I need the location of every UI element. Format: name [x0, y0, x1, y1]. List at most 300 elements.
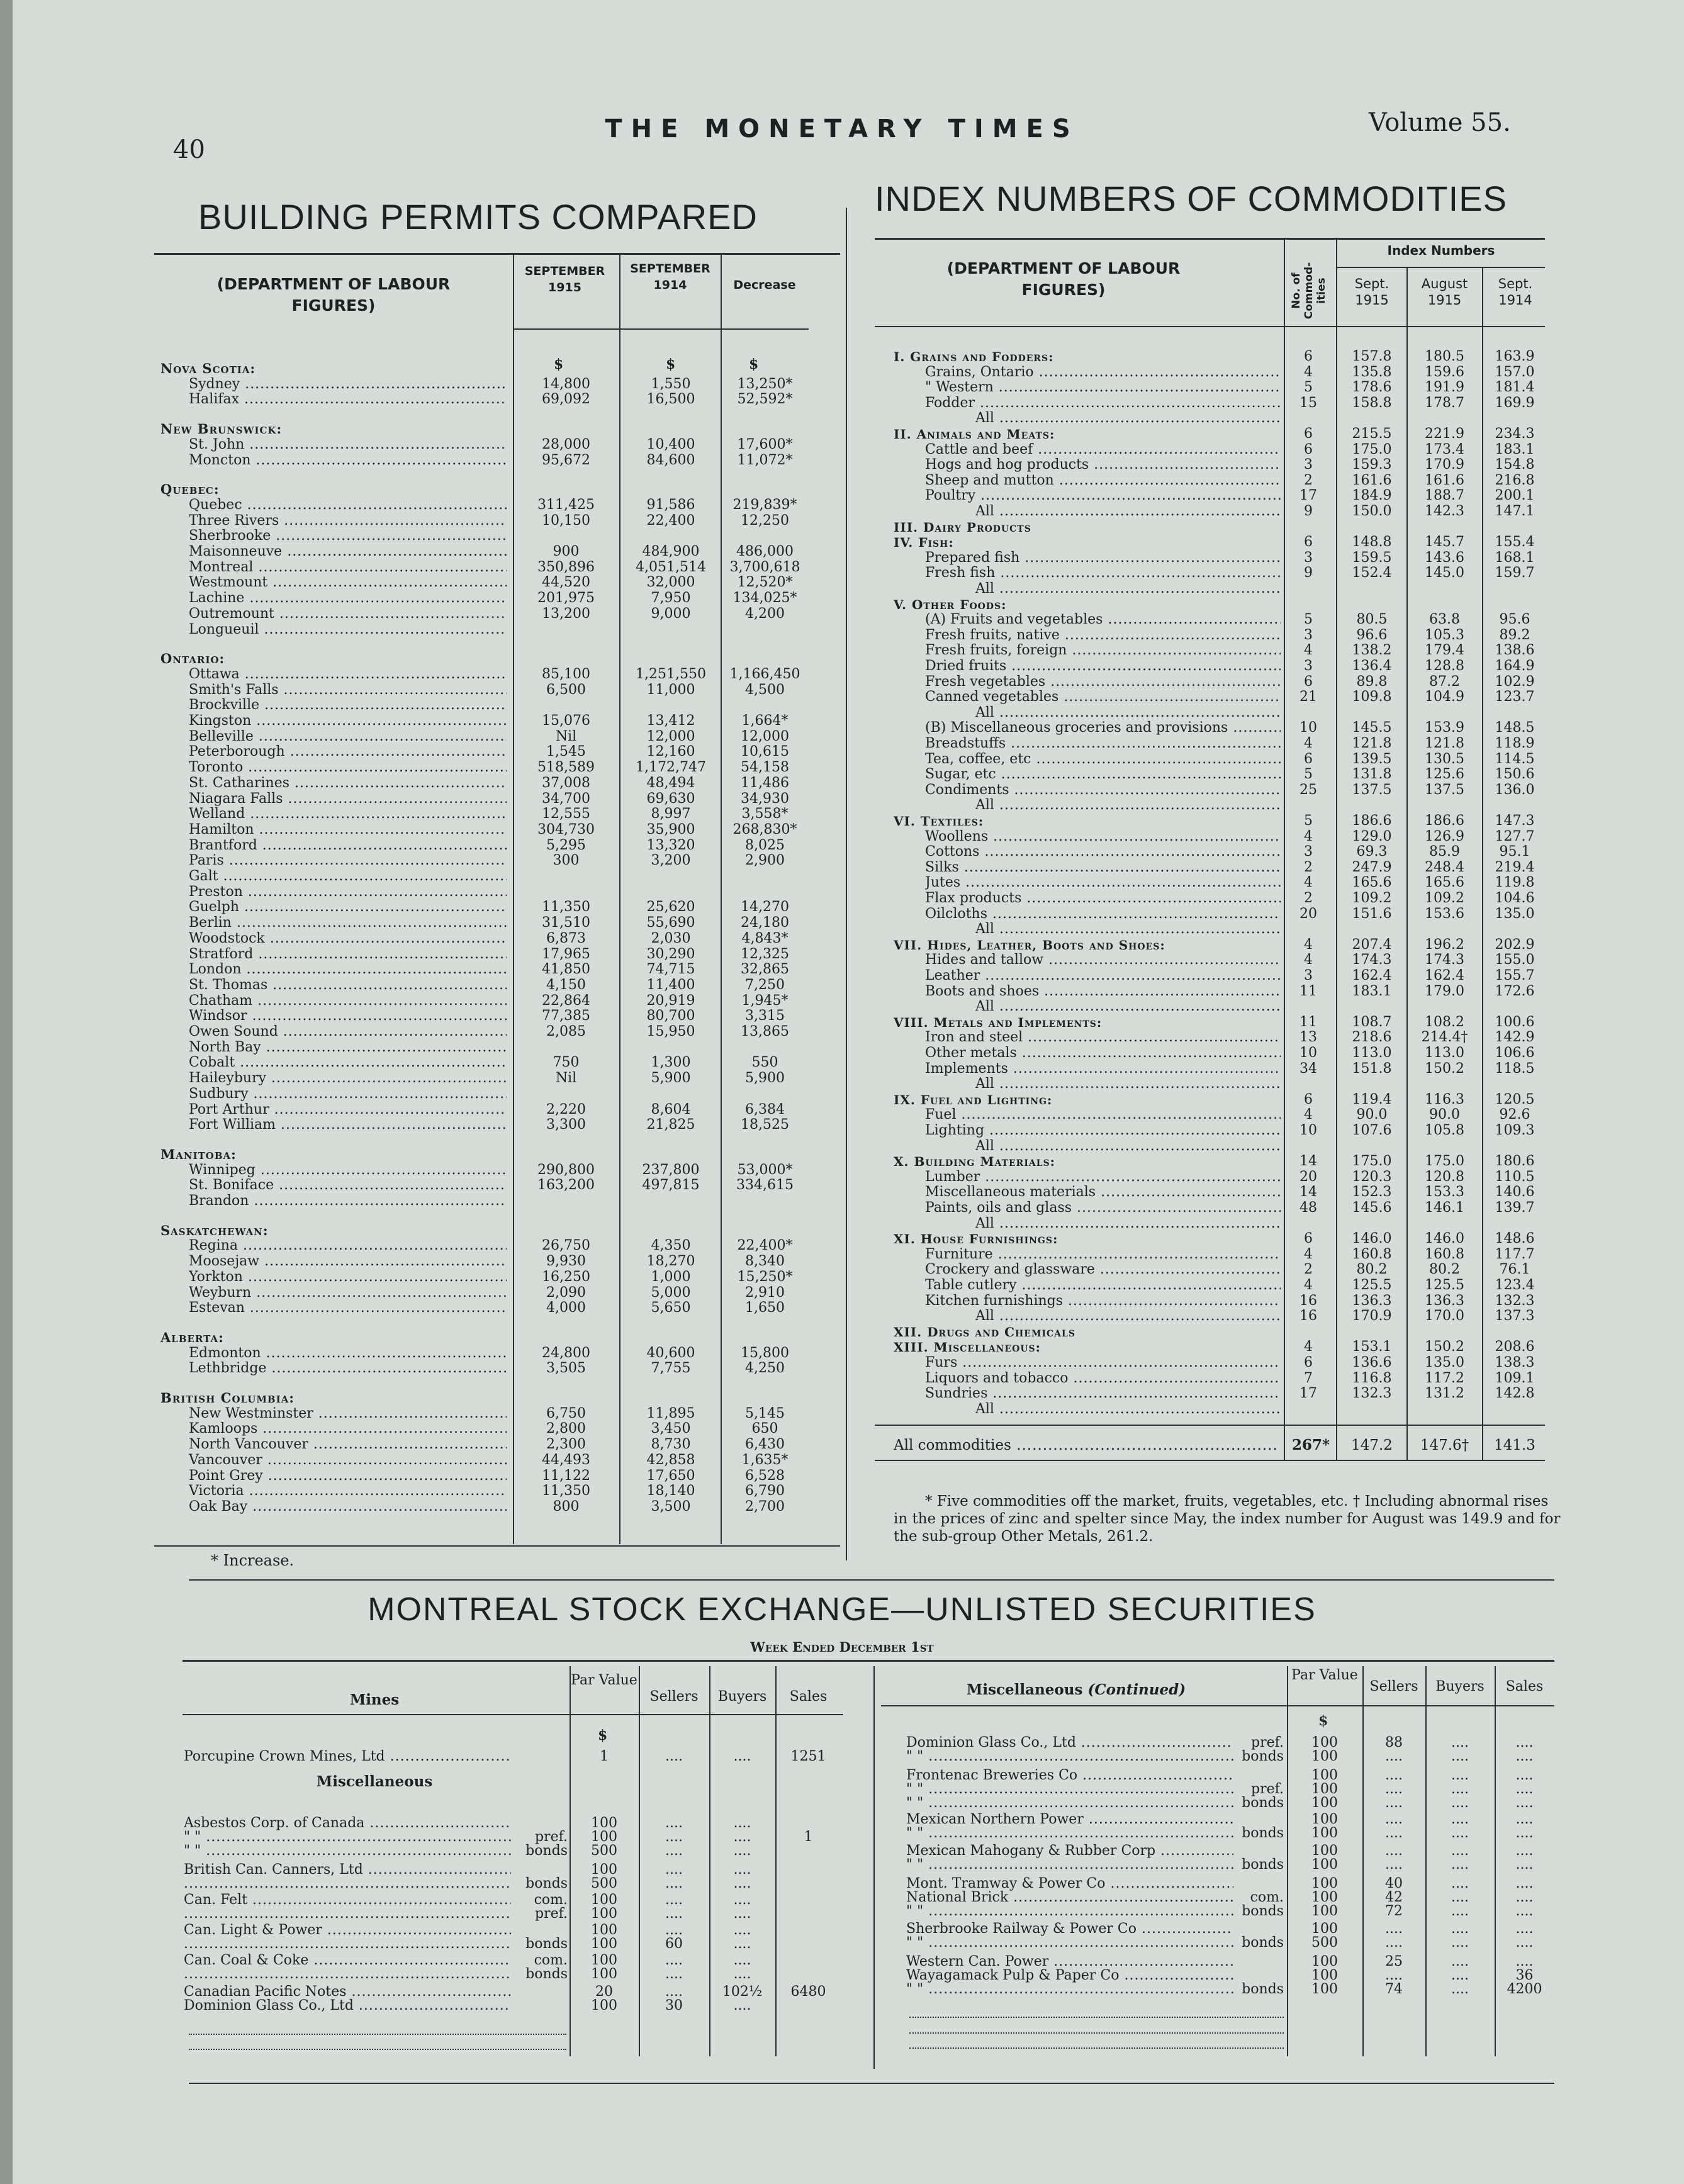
- security-name: [184, 1876, 511, 1891]
- index-sept-1914: 118.5: [1495, 1060, 1535, 1077]
- page-number: 40: [173, 135, 205, 164]
- security-name: Mexican Mahogany & Rubber Corp .....: [906, 1844, 1233, 1859]
- city-row: [160, 560, 809, 575]
- index-sept-1915: 157.8: [1352, 349, 1392, 364]
- city-name: Estevan .....: [189, 1301, 507, 1316]
- value-decrease: 3,315: [745, 1008, 785, 1024]
- security-row: [906, 1826, 1558, 1841]
- value-sept-1915: 34,700: [542, 790, 590, 807]
- index-august-1915: 90.0: [1429, 1107, 1460, 1123]
- commodity-count: 10: [1299, 1123, 1317, 1138]
- city-row: [160, 1270, 809, 1285]
- commodity-row: [894, 1046, 1548, 1061]
- city-row: [160, 853, 809, 868]
- par-value: 100: [591, 1906, 617, 1922]
- city-name: Niagara Falls .....: [189, 792, 507, 807]
- sales-value: ....: [1515, 1812, 1534, 1827]
- index-sept-1914: 148.5: [1495, 720, 1535, 736]
- value-decrease: 17,600*: [737, 436, 793, 452]
- value-sept-1914: 69,630: [646, 790, 695, 807]
- commodity-row: [894, 566, 1548, 581]
- commodity-count: 5: [1304, 813, 1313, 829]
- commodity-count: 2: [1304, 472, 1313, 488]
- commodity-group-row: [894, 938, 1548, 953]
- city-row: [160, 885, 809, 900]
- value-sept-1915: 12,555: [542, 806, 590, 822]
- col-no-commodities-label: No. of Commod-ities: [1290, 262, 1328, 320]
- index-august-1915: 221.9: [1425, 426, 1464, 442]
- commodity-count: 4: [1304, 936, 1313, 953]
- city-row: [160, 607, 809, 622]
- value-sept-1914: 1,000: [651, 1268, 691, 1285]
- index-sept-1915: 146.0: [1352, 1231, 1392, 1247]
- security-type: bonds: [1242, 1825, 1284, 1841]
- city-name: Moncton .....: [189, 453, 507, 468]
- col-september-1915: SEPTEMBER 1915: [524, 264, 605, 294]
- par-value: 500: [591, 1876, 617, 1891]
- city-name: Sudbury .....: [189, 1087, 507, 1102]
- city-name: Toronto .....: [189, 760, 507, 775]
- commodity-group-name: XII. Drugs and Chemicals: [894, 1324, 1075, 1340]
- commodity-group-row: [894, 1154, 1548, 1169]
- index-sept-1915: 161.6: [1352, 472, 1392, 488]
- all-commodities-august-1915: 147.6†: [1420, 1437, 1469, 1453]
- province-header: [160, 1391, 809, 1406]
- index-sept-1914: 159.7: [1495, 565, 1535, 581]
- security-name: " " .....: [906, 1935, 1233, 1951]
- value-sept-1915: 17,965: [542, 946, 590, 962]
- value-sept-1915: 350,896: [537, 559, 595, 575]
- commodity-name: All .....: [975, 1402, 1281, 1417]
- commodity-row: [894, 999, 1548, 1014]
- value-sept-1914: 484,900: [642, 544, 700, 559]
- value-sept-1915: 11,122: [542, 1467, 590, 1484]
- city-name: Winnipeg .....: [189, 1163, 507, 1178]
- value-sept-1914: 11,895: [646, 1405, 695, 1421]
- commodity-name: Condiments .....: [925, 783, 1281, 798]
- index-sept-1915: 120.3: [1352, 1168, 1392, 1185]
- value-sept-1914: 25,620: [646, 899, 695, 916]
- sellers-value: ....: [1385, 1857, 1403, 1873]
- sellers-value: ....: [1385, 1935, 1403, 1951]
- city-name: Windsor .....: [189, 1009, 507, 1024]
- index-sept-1915: 165.6: [1352, 875, 1392, 891]
- value-decrease: 8,340: [745, 1253, 785, 1270]
- buyers-value: 102½: [722, 1984, 763, 2000]
- value-sept-1915: 304,730: [537, 821, 595, 837]
- buyers-value: ....: [1451, 1749, 1469, 1764]
- value-sept-1914: 17,650: [646, 1467, 695, 1484]
- security-type: com.: [534, 1892, 568, 1908]
- value-decrease: 1,166,450: [729, 666, 800, 682]
- commodity-count: 2: [1304, 859, 1313, 875]
- city-row: [160, 822, 809, 837]
- security-name: Mont. Tramway & Power Co .....: [906, 1876, 1233, 1891]
- city-row: [160, 1194, 809, 1209]
- security-type: bonds: [1242, 1857, 1284, 1873]
- right-header-bottom-rule: [881, 1705, 1554, 1706]
- security-name: " " .....: [906, 1904, 1233, 1919]
- index-august-1915: 128.8: [1425, 658, 1464, 674]
- misc-header-label: Miscellaneous: [966, 1681, 1083, 1698]
- index-sept-1915: 159.5: [1352, 549, 1392, 566]
- sellers-value: 60: [665, 1936, 683, 1952]
- value-sept-1915: 10,150: [542, 512, 590, 529]
- value-sept-1915: 44,520: [542, 574, 590, 591]
- index-august-1915: 105.3: [1425, 627, 1464, 643]
- value-sept-1914: 13,320: [646, 837, 695, 853]
- sellers-value: ....: [665, 1922, 683, 1938]
- index-sept-1915: 96.6: [1356, 627, 1388, 643]
- index-sept-1915: 152.3: [1352, 1184, 1392, 1201]
- index-sept-1914: 95.1: [1499, 844, 1530, 860]
- index-sept-1915: 175.0: [1352, 441, 1392, 457]
- commodity-name: Prepared fish .....: [925, 551, 1281, 566]
- commodity-row: [894, 365, 1548, 380]
- security-name: " " .....: [184, 1830, 511, 1845]
- security-name: Porcupine Crown Mines, Ltd .....: [184, 1749, 511, 1764]
- commodity-row: [894, 984, 1548, 999]
- commodity-name: All .....: [975, 581, 1281, 596]
- security-name: " " .....: [906, 1749, 1233, 1764]
- index-sept-1915: 175.0: [1352, 1153, 1392, 1170]
- value-sept-1914: 42,858: [646, 1452, 695, 1468]
- index-august-1915: 80.2: [1429, 1262, 1460, 1278]
- exchange-bottom-rule: [189, 2083, 1554, 2084]
- value-sept-1915: 9,930: [546, 1253, 586, 1270]
- security-name: Canadian Pacific Notes .....: [184, 1985, 511, 2000]
- index-sept-1915: 109.8: [1352, 689, 1392, 705]
- commodity-row: [894, 1278, 1548, 1293]
- index-sept-1915: 135.8: [1352, 364, 1392, 380]
- index-sept-1915: 119.4: [1352, 1091, 1392, 1107]
- commodity-name: Iron and steel .....: [925, 1030, 1281, 1045]
- value-decrease: 5,900: [745, 1070, 785, 1087]
- index-august-1915: 165.6: [1425, 875, 1464, 891]
- security-name: Sherbrooke Railway & Power Co .....: [906, 1922, 1233, 1937]
- index-sept-1915: 116.8: [1352, 1370, 1392, 1386]
- buyers-value: ....: [1451, 1968, 1469, 1983]
- index-sept-1915: 90.0: [1356, 1107, 1388, 1123]
- col-august-1915: August 1915: [1421, 276, 1468, 308]
- buyers-value: ....: [1451, 1825, 1469, 1841]
- commodity-group-row: [894, 535, 1548, 550]
- index-sept-1915: 151.6: [1352, 905, 1392, 922]
- commodity-row: [894, 922, 1548, 937]
- value-decrease: 268,830*: [733, 821, 797, 837]
- security-row: [906, 1982, 1558, 1997]
- par-value: 100: [1311, 1843, 1338, 1859]
- commodity-count: 20: [1299, 905, 1317, 922]
- value-sept-1915: 4,000: [546, 1300, 586, 1316]
- commodity-count: 2: [1304, 1262, 1313, 1278]
- value-decrease: 4,500: [745, 681, 785, 698]
- value-sept-1914: 4,051,514: [636, 559, 706, 575]
- value-sept-1915: 900: [553, 544, 580, 559]
- buyers-value: ....: [1451, 1921, 1469, 1937]
- security-name: Wayagamack Pulp & Paper Co .....: [906, 1968, 1233, 1983]
- buyers-value: ....: [1451, 1781, 1469, 1797]
- value-decrease: 24,180: [741, 915, 789, 931]
- index-sept-1914: 100.6: [1495, 1014, 1535, 1030]
- commodity-count: 17: [1299, 1386, 1317, 1402]
- buyers-value: ....: [1451, 1890, 1469, 1905]
- value-sept-1914: 12,160: [646, 744, 695, 760]
- index-sept-1915: 170.9: [1352, 1308, 1392, 1324]
- index-august-1915: 63.8: [1429, 612, 1460, 628]
- index-august-1915: 121.8: [1425, 736, 1464, 751]
- commodity-count: 6: [1304, 534, 1313, 551]
- par-value: 20: [595, 1984, 613, 2000]
- city-name: Sherbrooke .....: [189, 529, 507, 544]
- commodity-count: 6: [1304, 426, 1313, 442]
- value-sept-1915: 11,350: [542, 1483, 590, 1499]
- buyers-value: ....: [733, 1906, 751, 1922]
- security-name: Dominion Glass Co., Ltd .....: [184, 1998, 511, 2013]
- buyers-value: ....: [1451, 1876, 1469, 1891]
- index-august-1915: 186.6: [1425, 813, 1464, 829]
- par-value: 100: [1311, 1749, 1338, 1764]
- security-name: Can. Coal & Coke .....: [184, 1953, 511, 1968]
- city-name: Regina .....: [189, 1238, 507, 1253]
- security-row: [184, 1749, 845, 1764]
- par-value: 100: [591, 1952, 617, 1968]
- sellers-value: ....: [665, 1815, 683, 1831]
- commodity-count: 4: [1304, 952, 1313, 968]
- par-value: 100: [1311, 1781, 1338, 1797]
- security-name: Frontenac Breweries Co .....: [906, 1768, 1233, 1783]
- commodity-group-name: VIII. Metals and Implements:: [894, 1014, 1103, 1030]
- col-no-commodities: [1284, 247, 1334, 322]
- buyers-value: ....: [1451, 1843, 1469, 1859]
- commodity-row: [894, 736, 1548, 751]
- commodity-group-name: X. Building Materials:: [894, 1154, 1056, 1170]
- city-row: [160, 575, 809, 590]
- sales-value: ....: [1515, 1781, 1534, 1797]
- value-sept-1915: 6,873: [546, 930, 586, 946]
- value-sept-1914: 8,604: [651, 1101, 691, 1117]
- value-decrease: 8,025: [745, 837, 785, 853]
- province-header: [160, 422, 809, 437]
- security-row: [184, 1907, 845, 1922]
- value-sept-1915: 22,864: [542, 992, 590, 1009]
- commodity-name: Crockery and glassware .....: [925, 1262, 1281, 1277]
- par-value: 100: [591, 1922, 617, 1938]
- city-row: [160, 1238, 809, 1253]
- value-decrease: 22,400*: [737, 1238, 793, 1254]
- security-row: [184, 1967, 845, 1982]
- commodity-count: 6: [1304, 673, 1313, 690]
- commodity-row: [894, 551, 1548, 566]
- sellers-value: ....: [665, 1984, 683, 2000]
- exchange-subtitle: Week Ended December 1st: [750, 1639, 934, 1655]
- commodity-name: Miscellaneous materials .....: [925, 1185, 1281, 1200]
- exchange-header-top-rule: [182, 1660, 1554, 1662]
- left-sellers-header: Sellers: [649, 1689, 699, 1705]
- security-type: bonds: [525, 1876, 568, 1891]
- value-decrease: 1,650: [745, 1300, 785, 1316]
- city-row: [160, 1469, 809, 1484]
- value-sept-1914: 21,825: [646, 1117, 695, 1133]
- city-name: Belleville .....: [189, 729, 507, 744]
- commodity-row: [894, 1247, 1548, 1262]
- security-type: bonds: [525, 1966, 568, 1982]
- commodity-count: 4: [1304, 1277, 1313, 1293]
- commodity-row: [894, 1262, 1548, 1277]
- index-sept-1914: 142.9: [1495, 1029, 1535, 1046]
- sellers-value: 42: [1385, 1890, 1403, 1905]
- value-sept-1914: 91,586: [646, 496, 695, 513]
- value-decrease: 12,325: [741, 946, 789, 962]
- index-sept-1914: 104.6: [1495, 890, 1535, 906]
- commodity-group-row: [894, 814, 1548, 829]
- index-august-1915: 125.5: [1425, 1277, 1464, 1293]
- buyers-value: ....: [1451, 1795, 1469, 1811]
- all-commodities-count: 267*: [1291, 1436, 1330, 1453]
- city-row: [160, 1009, 809, 1024]
- commodity-count: 34: [1299, 1060, 1317, 1077]
- commodity-name: " Western .....: [925, 380, 1281, 395]
- commodity-name: Boots and shoes .....: [925, 984, 1281, 999]
- value-decrease: 7,250: [745, 977, 785, 993]
- commodity-count: 4: [1304, 642, 1313, 659]
- commodity-count: 25: [1299, 781, 1317, 798]
- index-sept-1914: 155.0: [1495, 952, 1535, 968]
- commodity-row: [894, 1030, 1548, 1045]
- city-name: Haileybury .....: [189, 1071, 507, 1086]
- city-name: Port Arthur .....: [189, 1102, 507, 1117]
- value-decrease: 53,000*: [737, 1162, 793, 1178]
- security-row: [184, 1937, 845, 1952]
- commodity-count: 10: [1299, 720, 1317, 736]
- building-footnote: * Increase.: [211, 1552, 295, 1569]
- left-buyers-header: Buyers: [717, 1689, 767, 1705]
- index-august-1915: 173.4: [1425, 441, 1464, 457]
- value-sept-1914: 30,290: [646, 946, 695, 962]
- city-row: [160, 978, 809, 993]
- sales-value: ....: [1515, 1890, 1534, 1905]
- city-row: [160, 744, 809, 759]
- value-sept-1915: 85,100: [542, 666, 590, 682]
- commodity-count: 14: [1299, 1184, 1317, 1201]
- commodity-count: 9: [1304, 503, 1313, 519]
- column-divider: [846, 208, 847, 1560]
- city-row: [160, 1346, 809, 1361]
- commodity-group-row: [894, 597, 1548, 612]
- commodity-count: 16: [1299, 1292, 1317, 1309]
- commodity-count: 7: [1304, 1370, 1313, 1386]
- value-sept-1915: 518,589: [537, 759, 595, 776]
- sales-value: ....: [1515, 1825, 1534, 1841]
- par-value: 100: [591, 1998, 617, 2013]
- province-name: British Columbia:: [160, 1391, 295, 1406]
- sellers-value: ....: [1385, 1812, 1403, 1827]
- commodity-name: Woollens .....: [925, 829, 1281, 844]
- security-type: bonds: [1242, 1795, 1284, 1811]
- value-sept-1915: 750: [553, 1055, 580, 1071]
- commodity-name: Oilcloths .....: [925, 907, 1281, 922]
- index-august-1915: 87.2: [1429, 673, 1460, 690]
- index-sept-1915: 80.5: [1356, 612, 1388, 628]
- sellers-value: ....: [1385, 1749, 1403, 1764]
- value-sept-1915: 2,800: [546, 1421, 586, 1437]
- value-sept-1914: 10,400: [646, 436, 695, 452]
- value-decrease: 6,430: [745, 1436, 785, 1453]
- index-numbers-title: INDEX NUMBERS OF COMMODITIES: [875, 179, 1507, 218]
- all-commodities-sept-1914: 141.3: [1494, 1437, 1535, 1453]
- value-sept-1914: 3,450: [651, 1421, 691, 1437]
- group-under-rule: [1336, 267, 1545, 268]
- col-september-1914: SEPTEMBER 1914: [630, 262, 710, 292]
- index-sept-1914: 181.4: [1495, 379, 1535, 396]
- value-decrease: 1,664*: [741, 713, 789, 729]
- city-name: Smith's Falls .....: [189, 683, 507, 698]
- buyers-value: ....: [1451, 1857, 1469, 1873]
- index-sept-1914: 164.9: [1495, 658, 1535, 674]
- value-sept-1915: 290,800: [537, 1162, 595, 1178]
- value-sept-1915: 4,150: [546, 977, 586, 993]
- value-decrease: 54,158: [741, 759, 789, 776]
- city-name: North Bay .....: [189, 1040, 507, 1055]
- commodity-count: 14: [1299, 1153, 1317, 1170]
- city-name: Peterborough .....: [189, 744, 507, 759]
- index-august-1915: 146.0: [1425, 1231, 1464, 1247]
- sales-value: 6480: [790, 1984, 826, 2000]
- security-row: [906, 1749, 1558, 1764]
- city-row: [160, 1301, 809, 1316]
- commodity-count: 6: [1304, 349, 1313, 364]
- commodity-count: 3: [1304, 549, 1313, 566]
- value-sept-1914: 8,997: [651, 806, 691, 822]
- city-row: [160, 760, 809, 775]
- value-decrease: 12,250: [741, 512, 789, 529]
- index-august-1915: 175.0: [1425, 1153, 1464, 1170]
- value-decrease: 6,384: [745, 1101, 785, 1117]
- index-sept-1915: 215.5: [1352, 426, 1392, 442]
- commodity-name: All .....: [975, 1216, 1281, 1231]
- security-row: [184, 1876, 845, 1891]
- value-sept-1915: 2,085: [546, 1024, 586, 1039]
- commodity-count: 6: [1304, 1091, 1313, 1107]
- province-name: Nova Scotia:: [160, 361, 256, 376]
- index-august-1915: 248.4: [1425, 859, 1464, 875]
- city-name: Cobalt .....: [189, 1055, 507, 1070]
- city-name: St. Boniface .....: [189, 1178, 507, 1193]
- sellers-value: ....: [665, 1876, 683, 1891]
- security-name: [184, 1907, 511, 1922]
- sellers-value: ....: [1385, 1968, 1403, 1983]
- index-sept-1915: 148.8: [1352, 534, 1392, 551]
- index-august-1915: 109.2: [1425, 890, 1464, 906]
- city-row: [160, 1087, 809, 1102]
- value-sept-1914: 5,900: [651, 1070, 691, 1087]
- value-sept-1915: 6,500: [546, 681, 586, 698]
- sellers-value: 40: [1385, 1876, 1403, 1891]
- city-name: Maisonneuve .....: [189, 544, 507, 559]
- security-type: bonds: [525, 1936, 568, 1952]
- city-row: [160, 962, 809, 977]
- commodity-group-name: V. Other Foods:: [894, 596, 1007, 612]
- index-sept-1914: 150.6: [1495, 766, 1535, 783]
- index-august-1915: 104.9: [1425, 689, 1464, 705]
- commodity-row: [894, 829, 1548, 844]
- index-header-bottom-rule: [875, 326, 1545, 327]
- index-august-1915: 170.9: [1425, 457, 1464, 473]
- index-august-1915: 153.3: [1425, 1184, 1464, 1201]
- province-header: [160, 1147, 809, 1162]
- province-name: Saskatchewan:: [160, 1223, 269, 1238]
- col-decrease: Decrease: [733, 278, 796, 292]
